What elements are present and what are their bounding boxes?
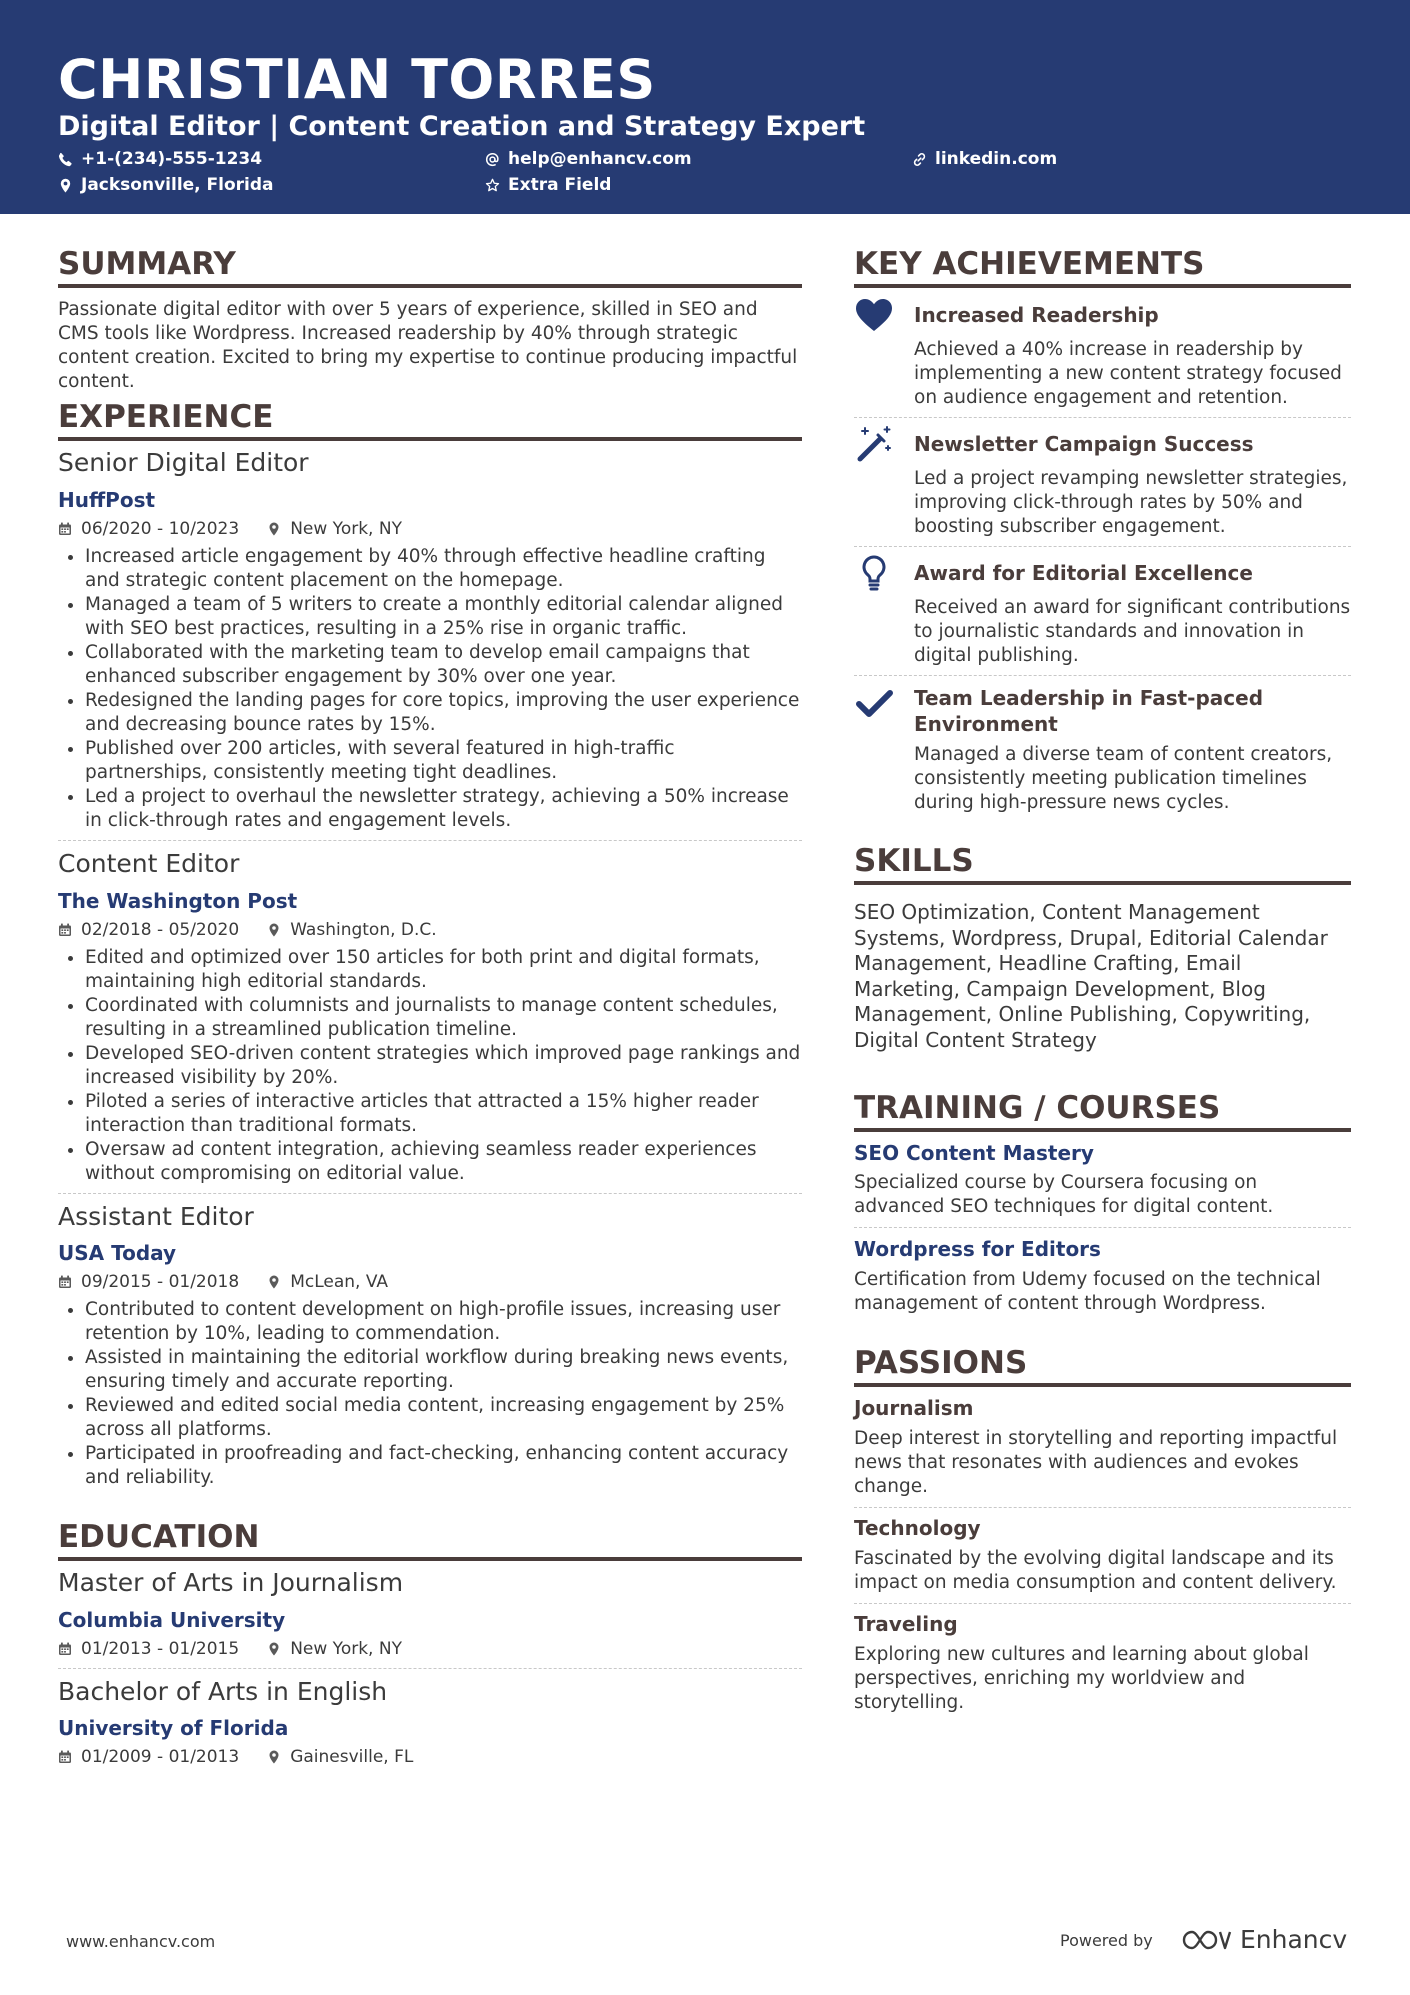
passion-title: Journalism <box>854 1396 974 1420</box>
list-item: • Edited and optimized over 150 articles for both print and digital formats, maintaining high editorial standards. <box>85 946 802 994</box>
list-item: • Assisted in maintaining the editorial workflow during breaking news events, ensuring timely and accurate reporting. <box>85 1346 802 1394</box>
list-item: • Participated in proofreading and fact-checking, enhancing content accuracy and reliability. <box>85 1442 802 1490</box>
list-item: • Piloted a series of interactive articles that attracted a 15% higher reader interaction than traditional formats. <box>85 1090 802 1138</box>
enhancv-logo-icon <box>1180 1927 1232 1953</box>
job-meta <box>58 518 402 540</box>
contact-extra <box>485 173 611 197</box>
achievement-title: Newsletter Campaign Success <box>914 432 1254 456</box>
divider <box>854 546 1351 547</box>
list-item: • Increased article engagement by 40% through effective headline crafting and strategic content placement on the homepage. <box>85 545 802 593</box>
pin-icon <box>267 1750 281 1764</box>
heart-icon <box>854 296 894 336</box>
list-item: • Collaborated with the marketing team to develop email campaigns that enhanced subscriber engagement by 30% over one year. <box>85 641 802 689</box>
achievement-desc: Led a project revamping newsletter strategies, improving click-through rates by 50% and boosting subscriber engagement. <box>914 468 1348 537</box>
job-role: Content Editor <box>58 849 240 878</box>
summary-heading: SUMMARY <box>58 244 802 288</box>
job-meta <box>58 919 437 941</box>
job-role: Senior Digital Editor <box>58 448 309 477</box>
calendar-icon <box>58 1275 72 1289</box>
contact-phone <box>58 147 262 171</box>
candidate-name: CHRISTIAN TORRES <box>58 48 656 111</box>
job-location: McLean, VA <box>290 1272 389 1292</box>
calendar-icon <box>58 1642 72 1656</box>
footer-website[interactable]: www.enhancv.com <box>66 1932 216 1951</box>
resume-header <box>0 0 1410 214</box>
edu-school: University of Florida <box>58 1716 289 1740</box>
pin-icon <box>58 178 73 193</box>
passions-heading: PASSIONS <box>854 1343 1351 1387</box>
edu-degree: Master of Arts in Journalism <box>58 1568 404 1597</box>
divider <box>58 1668 802 1669</box>
skills-text: SEO Optimization, Content Management Systems, Wordpress, Drupal, Editorial Calendar Management, Headline Crafting, Email Marketing, Campaign Development, Blog Management, Online Publishing, Copywriting, Digital Content Strategy <box>854 900 1328 1052</box>
at-icon <box>485 152 500 167</box>
contact-website[interactable] <box>912 147 1057 171</box>
list-item: • Redesigned the landing pages for core topics, improving the user experience and decreasing bounce rates by 15%. <box>85 689 802 737</box>
divider <box>58 840 802 841</box>
job-dates: 02/2018 - 05/2020 <box>81 920 240 940</box>
achievements-heading: KEY ACHIEVEMENTS <box>854 244 1351 288</box>
job-company: HuffPost <box>58 488 156 512</box>
edu-location: Gainesville, FL <box>290 1747 414 1767</box>
edu-location: New York, NY <box>290 1639 402 1659</box>
edu-degree: Bachelor of Arts in English <box>58 1677 388 1706</box>
list-item: • Oversaw ad content integration, achieving seamless reader experiences without compromising on editorial value. <box>85 1138 802 1186</box>
divider <box>58 1193 802 1194</box>
passion-title: Technology <box>854 1516 981 1540</box>
extra-text: Extra Field <box>508 175 612 195</box>
job-dates: 09/2015 - 01/2018 <box>81 1272 240 1292</box>
edu-school: Columbia University <box>58 1608 286 1632</box>
divider <box>854 1227 1351 1228</box>
achievement-desc: Achieved a 40% increase in readership by implementing a new content strategy focused on audience engagement and retention. <box>914 339 1342 408</box>
link-icon <box>912 152 927 167</box>
job-company: USA Today <box>58 1241 177 1265</box>
summary-text: Passionate digital editor with over 5 years of experience, skilled in SEO and CMS tools like Wordpress. Increased readership by 40% through strategic content creation. Excited to bring my expertise to continue producing impactful content. <box>58 299 798 392</box>
enhancv-logo[interactable] <box>1180 1924 1347 1956</box>
job-location: New York, NY <box>290 519 402 539</box>
course-desc: Specialized course by Coursera focusing on advanced SEO techniques for digital content. <box>854 1172 1274 1217</box>
pin-icon <box>267 522 281 536</box>
enhancv-brand-text: Enhancv <box>1240 1925 1348 1954</box>
skills-heading: SKILLS <box>854 841 1351 885</box>
job-role: Assistant Editor <box>58 1202 254 1231</box>
divider <box>854 417 1351 418</box>
list-item: • Led a project to overhaul the newsletter strategy, achieving a 50% increase in click-through rates and engagement levels. <box>85 785 802 833</box>
job-meta <box>58 1271 388 1293</box>
passion-desc: Exploring new cultures and learning about global perspectives, enriching my worldview and storytelling. <box>854 1644 1309 1713</box>
training-heading: TRAINING / COURSES <box>854 1088 1351 1132</box>
list-item: • Developed SEO-driven content strategies which improved page rankings and increased visibility by 20%. <box>85 1042 802 1090</box>
course-desc: Certification from Udemy focused on the technical management of content through Wordpress. <box>854 1269 1321 1314</box>
footer-powered-by: Powered by <box>1060 1931 1153 1950</box>
list-item: • Managed a team of 5 writers to create a monthly editorial calendar aligned with SEO best practices, resulting in a 25% rise in organic traffic. <box>85 593 802 641</box>
divider <box>854 1507 1351 1508</box>
job-location-wrap <box>267 919 436 941</box>
passion-desc: Fascinated by the evolving digital landscape and its impact on media consumption and content delivery. <box>854 1548 1337 1593</box>
job-bullets <box>58 1298 802 1490</box>
star-icon <box>485 178 500 193</box>
calendar-icon <box>58 522 72 536</box>
list-item: • Reviewed and edited social media content, increasing engagement by 25% across all platforms. <box>85 1394 802 1442</box>
location-text: Jacksonville, Florida <box>81 175 274 195</box>
job-location-wrap <box>267 518 402 540</box>
calendar-icon <box>58 1750 72 1764</box>
achievement-title: Award for Editorial Excellence <box>914 561 1253 585</box>
pin-icon <box>267 923 281 937</box>
job-bullets <box>58 946 802 1186</box>
achievement-desc: Managed a diverse team of content creators, consistently meeting publication timelines during high-pressure news cycles. <box>914 744 1333 813</box>
passion-desc: Deep interest in storytelling and reporting impactful news that resonates with audiences and evokes change. <box>854 1428 1338 1497</box>
experience-heading: EXPERIENCE <box>58 397 802 441</box>
contact-location <box>58 173 274 197</box>
lightbulb-icon <box>854 553 894 593</box>
achievement-title: Team Leadership in Fast-paced Environment <box>914 686 1264 736</box>
phone-icon <box>58 152 73 167</box>
candidate-headline: Digital Editor | Content Creation and Strategy Expert <box>58 111 866 142</box>
pin-icon <box>267 1275 281 1289</box>
job-dates: 06/2020 - 10/2023 <box>81 519 240 539</box>
edu-location-wrap <box>267 1638 402 1660</box>
edu-dates: 01/2013 - 01/2015 <box>81 1639 240 1659</box>
list-item: • Coordinated with columnists and journalists to manage content schedules, resulting in a streamlined publication timeline. <box>85 994 802 1042</box>
edu-meta <box>58 1746 413 1768</box>
email-text[interactable]: help@enhancv.com <box>508 149 692 169</box>
course-title: SEO Content Mastery <box>854 1141 1094 1165</box>
education-heading: EDUCATION <box>58 1517 802 1561</box>
pin-icon <box>267 1642 281 1656</box>
course-title: Wordpress for Editors <box>854 1237 1101 1261</box>
magic-wand-icon <box>854 424 894 464</box>
edu-meta <box>58 1638 402 1660</box>
edu-dates: 01/2009 - 01/2013 <box>81 1747 240 1767</box>
job-location-wrap <box>267 1271 388 1293</box>
passion-title: Traveling <box>854 1612 958 1636</box>
divider <box>854 675 1351 676</box>
calendar-icon <box>58 923 72 937</box>
contact-email[interactable] <box>485 147 692 171</box>
job-company: The Washington Post <box>58 889 298 913</box>
job-bullets <box>58 545 802 833</box>
list-item: • Contributed to content development on high-profile issues, increasing user retention by 10%, leading to commendation. <box>85 1298 802 1346</box>
divider <box>854 1603 1351 1604</box>
achievement-desc: Received an award for significant contributions to journalistic standards and innovation in digital publishing. <box>914 597 1351 666</box>
edu-location-wrap <box>267 1746 413 1768</box>
phone-text: +1-(234)-555-1234 <box>81 149 263 169</box>
checkmark-icon <box>854 683 894 723</box>
list-item: • Published over 200 articles, with several featured in high-traffic partnerships, consistently meeting tight deadlines. <box>85 737 802 785</box>
job-location: Washington, D.C. <box>290 920 437 940</box>
achievement-title: Increased Readership <box>914 303 1159 327</box>
website-text[interactable]: linkedin.com <box>935 149 1058 169</box>
